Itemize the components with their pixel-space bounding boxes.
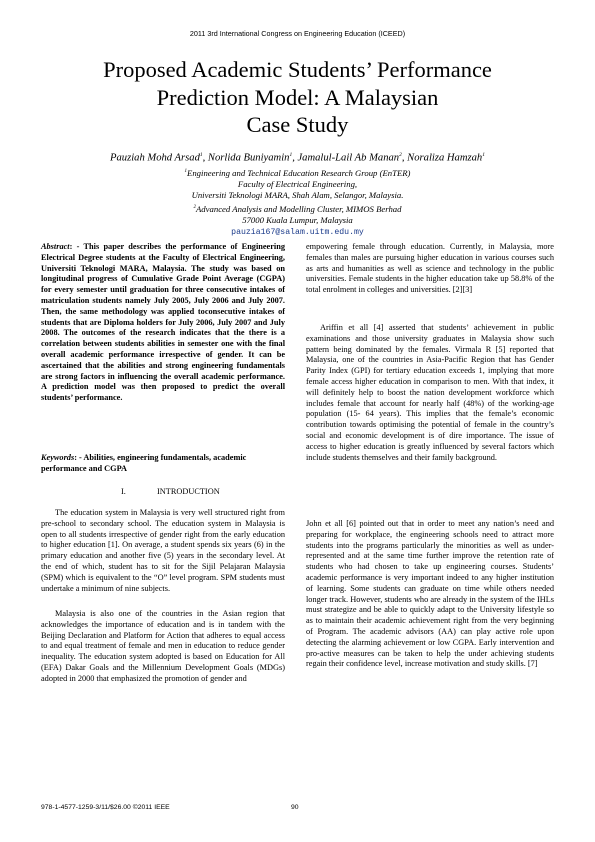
keywords-text: : - Abilities, engineering fundamentals, academic performance and CGPA (41, 453, 247, 473)
author-affil-mark: 2 (399, 152, 402, 158)
affiliation-line (80, 166, 515, 179)
author-affil-mark: 1 (289, 152, 293, 158)
conference-header: 2011 3rd International Congress on Engineering Education (ICEED) (189, 29, 406, 38)
footer-isbn: 978-1-4577-1259-3/11/$26.00 ©2011 IEEE (41, 804, 170, 811)
author-affil-mark: 1 (482, 152, 485, 158)
paragraph-text: Ariffin et all [4] asserted that students’ achievement in public examinations and those university graduates in Malaysia show such pattern being dominated by the females. Virmala R [5] reported that Malaysia, one of the countries in Asia-Pacific Region that has Gender Parity Index (GPI) for tertiary education exceeds 1, implying that more female access higher education in comparison to men. With that index, it will definitely help to boost the nation development workforce which includes female that account for nearly half (48%) of the working-age population (15- 64 years). This implies that the female’s economic contribution towards optimising the potential of female in the country’s social and economic development is of dire importance. The issue of access to higher education is greatly influenced by several factors which include students themselves and their family background. (306, 323, 554, 462)
title-line-1: Proposed Academic Students’ Performance (103, 57, 492, 82)
affil-mark: 2 (193, 204, 196, 210)
affiliation-text: Advanced Analysis and Modelling Cluster, MIMOS Berhad (196, 203, 402, 214)
paragraph-text: The education system in Malaysia is very well structured right from pre-school to secondary school. The education system in Malaysia is open to all students irrespective of gender right from the early education to higher education [1]. On average, a student spends six years (6) in the primary education and another five (5) years in the secondary level. At the end of which, student has to sit for the Sijil Pelajaran Malaysia (SPM) which is equivalent to the “O” level program. SPM students must undertake a minimum of nine subjects. (41, 508, 285, 593)
paragraph-text: empowering female through education. Currently, in Malaysia, more females than males are pursuing higher education in various courses such as arts and humanities as well as science and technology in the public universities. Female students in the higher education take up 58.8% of the total enrolment in colleges and universities. [2][3] (306, 242, 554, 295)
author-affil-mark: 1 (199, 152, 203, 158)
paragraph-text: John et all [6] pointed out that in order to meet any nation’s need and preparing for workplace, the engineering schools need to attract more students into the programs particularly the minorities as well as under-represented and at the same time further improve the retention rate of students who had chosen to take up engineering courses. Students’ academic performance is very important indeed to any higher institution of learning. Some students can graduate on time while others needed longer track. However, students who are already in the system of the IHLs must strategize and be able to quickly adapt to the University lifestyle so as to maintain their academic achievement right from the very beginning of Program. The academic advisors (AA) can play active role upon detecting the alarming achievement or low CGPA. Early intervention and pro-active measures can be taken to help the under achieving students regain their confidence level, increase motivation and study skills. [7] (306, 519, 554, 669)
section-title: INTRODUCTION (157, 487, 220, 496)
right-paragraph-2 (306, 323, 554, 463)
section-number: I. (121, 487, 126, 496)
author-name: Jamalul-Lail Ab Manan (297, 152, 400, 164)
page-number: 90 (291, 804, 299, 811)
affiliation-line (80, 202, 515, 215)
affiliation-text: Engineering and Technical Education Research Group (EnTER) (187, 167, 411, 178)
title-line-3: Case Study (246, 112, 349, 137)
affiliation-line: Faculty of Electrical Engineering, (237, 179, 358, 190)
keywords (41, 453, 285, 475)
intro-paragraph-2 (41, 609, 285, 685)
affil-mark: 1 (184, 169, 188, 174)
keywords-label: Keywords (41, 453, 75, 462)
author-name: Noraliza Hamzah (407, 152, 483, 164)
author-email[interactable]: pauzia167@salam.uitm.edu.my (231, 227, 364, 237)
intro-paragraph-1 (41, 508, 285, 594)
author-name: Norlida Buniyamin (207, 152, 290, 164)
affiliation-line: Universiti Teknologi MARA, Shah Alam, Selangor, Malaysia. (191, 190, 404, 201)
affiliation-line: 57000 Kuala Lumpur, Malaysia (242, 214, 353, 225)
abstract-text: : - This paper describes the performance of Engineering Electrical Degree students at the Faculty of Electrical Engineering, Universiti Teknologi MARA, Malaysia. The study was based on longitudinal progress of Cumulative Grade Point Average (CGPA) for every semester until graduation for three consecutive intakes of matriculation students namely July 2005, July 2006 and July 2007. Then, the same methodology was applied toconsecutive intakes of students that are Diploma holders for July 2006, July 2007 and July 2008. The outcomes of the research indicates that the there is a correlation between students abilities in semester one with the final overall academic performance irrespective of gender. It can be ascertained that the abilities and strong engineering fundamentals are strong factors in influencing the overall academic performance. A prediction model was then proposed to predict the overall students’ performance. (41, 242, 285, 403)
affiliations (80, 166, 515, 237)
title-line-2: Prediction Model: A Malaysian (156, 84, 439, 110)
abstract (41, 242, 285, 404)
author-separator: , (202, 152, 208, 164)
paper-title (60, 56, 535, 139)
author-name: Pauziah Mohd Arsad (110, 152, 200, 164)
author-separator: , (292, 152, 298, 164)
right-paragraph-3 (306, 519, 554, 670)
paragraph-text: Malaysia is also one of the countries in the Asian region that acknowledges the importance of education and is in tandem with the Beijing Declaration and Platform for Action that adheres to equal access to and equal treatment of female and men in education to reduce gender inequality. The education system adopted is based on Education for All (EFA) Dakar Goals and the Millennium Development Goals (MDGs) adopted in 2000 that emphasized the promotion of gender and (41, 609, 285, 683)
email-line (80, 226, 515, 237)
author-separator: , (401, 152, 408, 164)
right-paragraph-1 (306, 242, 554, 296)
author-list (40, 152, 555, 164)
abstract-label: Abstract (41, 242, 70, 251)
